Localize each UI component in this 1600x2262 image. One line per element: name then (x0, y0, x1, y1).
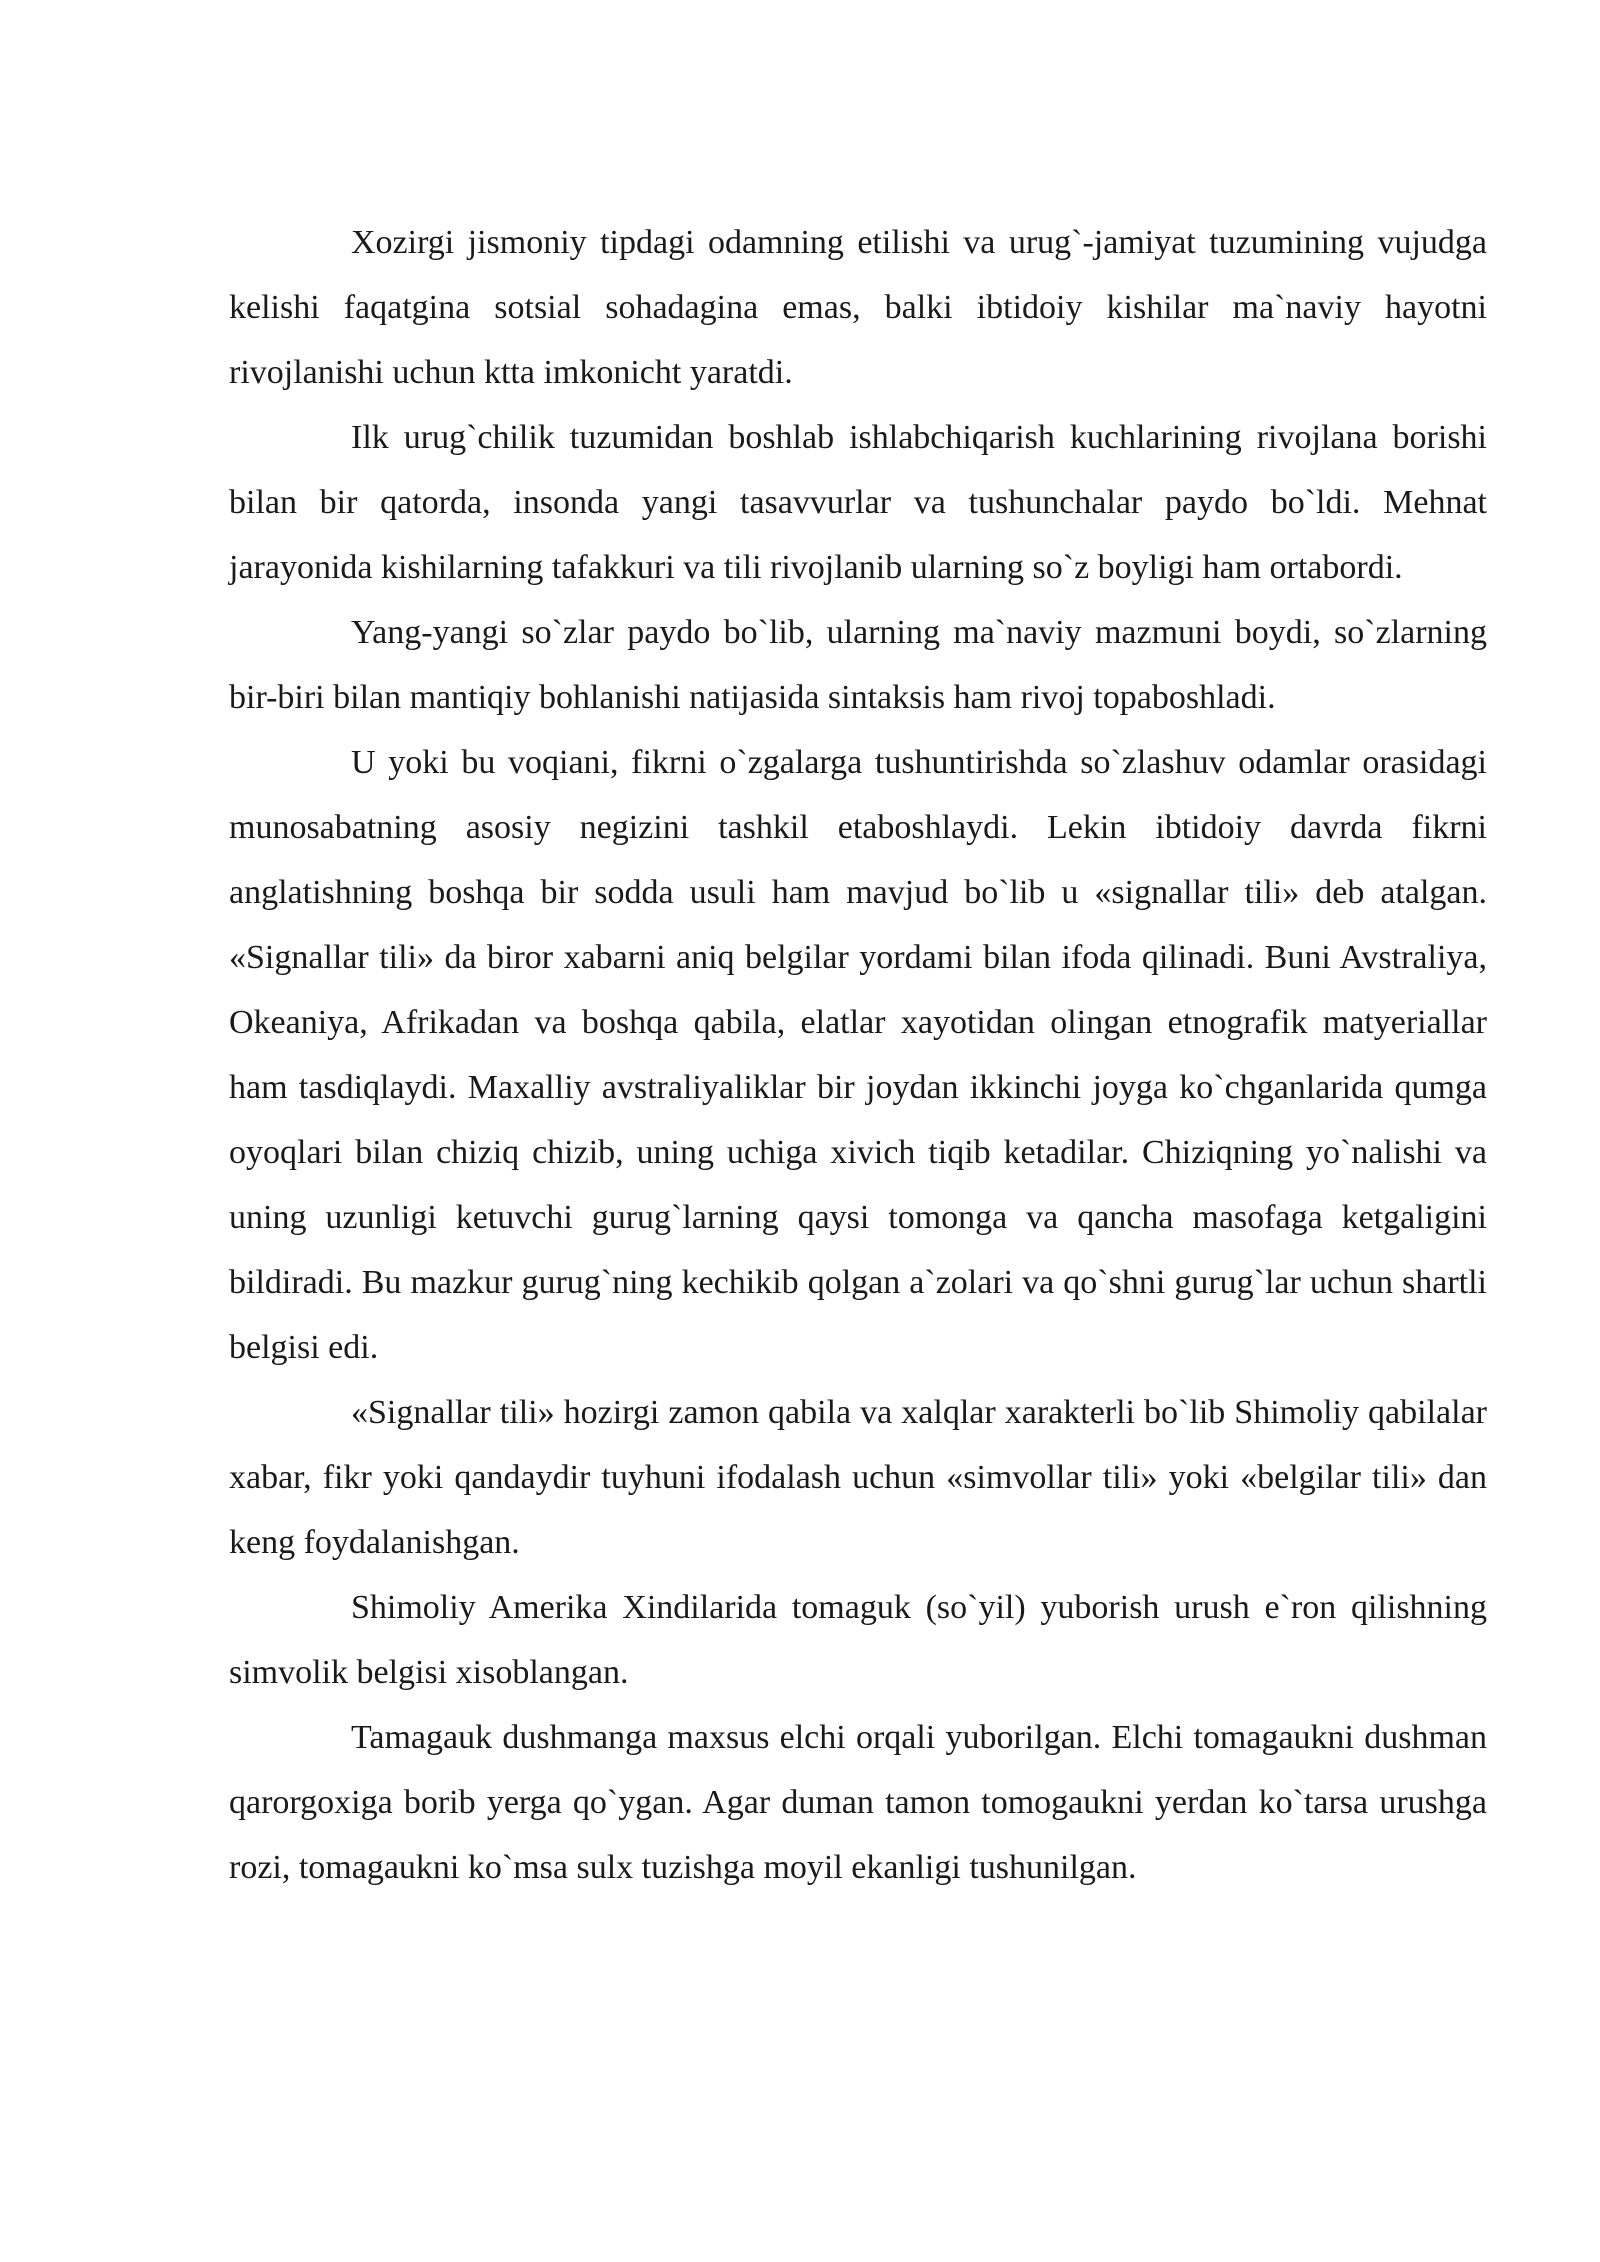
paragraph-4: U yoki bu voqiani, fikrni o`zgalarga tushuntirishda so`zlashuv odamlar orasidagi munosabatning asosiy negizini tashkil etaboshlaydi. Lekin ibtidoiy davrda fikrni anglatishning boshqa bir sodda usuli ham mavjud bo`lib u «signallar tili» deb atalgan. «Signallar tili» da biror xabarni aniq belgilar yordami bilan ifoda qilinadi. Buni Avstraliya, Okeaniya, Afrikadan va boshqa qabila, elatlar xayotidan olingan etnografik matyeriallar ham tasdiqlaydi. Maxalliy avstraliyaliklar bir joydan ikkinchi joyga ko`chganlarida qumga oyoqlari bilan chiziq chizib, uning uchiga xivich tiqib ketadilar. Chiziqning yo`nalishi va uning uzunligi ketuvchi gurug`larning qaysi tomonga va qancha masofaga ketgaligini bildiradi. Bu mazkur gurug`ning kechikib qolgan a`zolari va qo`shni gurug`lar uchun shartli belgisi edi. (229, 744, 1487, 1366)
paragraph-5: «Signallar tili» hozirgi zamon qabila va xalqlar xarakterli bo`lib Shimoliy qabilalar xabar, fikr yoki qandaydir tuyhuni ifodalash uchun «simvollar tili» yoki «belgilar tili» dan keng foydalanishgan. (229, 1394, 1487, 1561)
paragraph-1: Xozirgi jismoniy tipdagi odamning etilishi va urug`-jamiyat tuzumining vujudga kelishi faqatgina sotsial sohadagina emas, balki ibtidoiy kishilar ma`naviy hayotni rivojlanishi uchun ktta imkonicht yaratdi. (229, 224, 1487, 391)
document-page (229, 210, 1487, 1900)
paragraph-3: Yang-yangi so`zlar paydo bo`lib, ularning ma`naviy mazmuni boydi, so`zlarning bir-biri bilan mantiqiy bohlanishi natijasida sintaksis ham rivoj topaboshladi. (229, 614, 1487, 716)
paragraph-6: Shimoliy Amerika Xindilarida tomaguk (so`yil) yuborish urush e`ron qilishning simvolik belgisi xisoblangan. (229, 1589, 1487, 1691)
paragraph-7: Tamagauk dushmanga maxsus elchi orqali yuborilgan. Elchi tomagaukni dushman qarorgoxiga borib yerga qo`ygan. Agar duman tamon tomogaukni yerdan ko`tarsa urushga rozi, tomagaukni ko`msa sulx tuzishga moyil ekanligi tushunilgan. (229, 1719, 1487, 1886)
paragraph-2: Ilk urug`chilik tuzumidan boshlab ishlabchiqarish kuchlarining rivojlana borishi bilan bir qatorda, insonda yangi tasavvurlar va tushunchalar paydo bo`ldi. Mehnat jarayonida kishilarning tafakkuri va tili rivojlanib ularning so`z boyligi ham ortabordi. (229, 419, 1487, 586)
